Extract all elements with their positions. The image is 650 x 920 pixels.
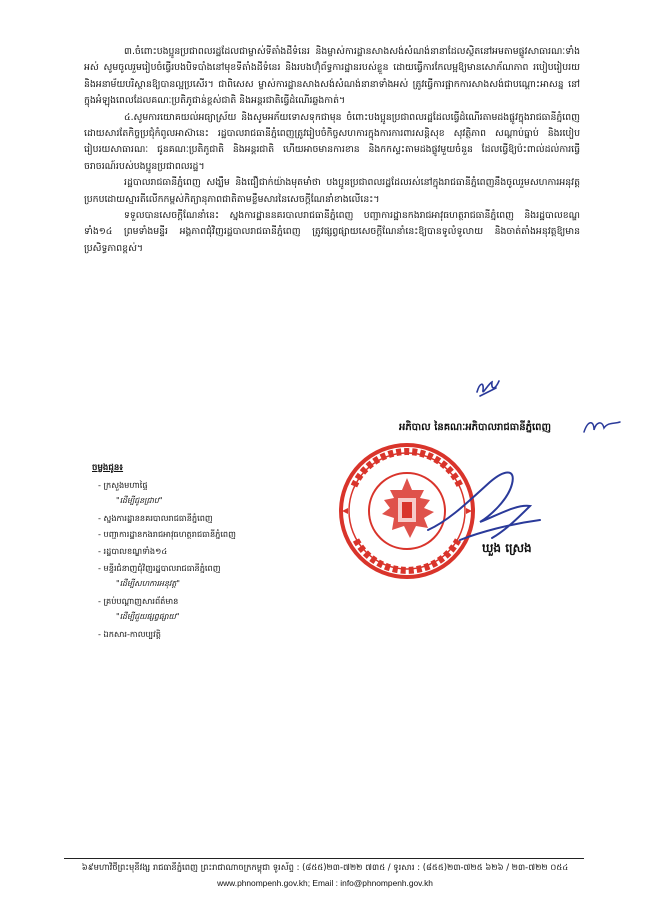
recipient-item: - រដ្ឋបាលខណ្ឌទាំង១៤ — [98, 545, 168, 556]
recipient-note: "ដើម្បីជូនជ្រាប" — [116, 496, 163, 506]
paragraph-dissemination: ទទួលបានសេចក្ដីណែនាំនេះ ស្នងការដ្ឋាននគរបាលរាជធានីភ្នំពេញ បញ្ជាការដ្ឋានកងរាជអាវុធហត្ថរាជធានីភ្នំពេញ និងរដ្ឋបាលខណ្ឌទាំង១៤ ព្រមទាំងមន្ទីរ អង្គភាពជុំវិញរដ្ឋបាលរាជធានីភ្នំពេញ ត្រូវផ្សព្វផ្សាយសេចក្ដីណែនាំនេះឱ្យបានទូលំទូលាយ និងចាត់តាំងអនុវត្តឱ្យមានប្រសិទ្ធភាពខ្ពស់។ — [84, 210, 580, 254]
paragraph-4: ៤.សូមការយោគយល់អធ្យាស្រ័យ និងសូមអភ័យទោសទុកជាមុន ចំពោះបងប្អូនប្រជាពលរដ្ឋដែលធ្វើដំណើរតាមដងផ្លូវក្នុងរាជធានីភ្នំពេញ ដោយសារតែកិច្ចប្រជុំកំពូលអាស៊ានេះ រដ្ឋបាលរាជធានីភ្នំពេញត្រូវរៀបចំកិច្ចសហការក្នុងការការពារសន្តិសុខ សុវត្ថិភាព សណ្ដាប់ធ្នាប់ និងរបៀបរៀបរយសាធារណៈ ជូនគណៈប្រតិភូជាតិ និងអន្តរជាតិ ហើយអាចមានការខាន និងកកស្ទះតាមដងផ្លូវមួយចំនួន ដែលធ្វើឱ្យប៉ះពាល់ដល់ការធ្វើចរាចរណ៍របស់បងប្អូនប្រជាពលរដ្ឋ។ — [84, 111, 580, 172]
recipient-item: - បញ្ជាការដ្ឋានកងរាជអាវុធហត្ថរាជធានីភ្នំពេញ — [98, 529, 236, 540]
handwritten-signature-icon — [420, 460, 550, 550]
initial-mark-icon — [474, 378, 502, 400]
website-link[interactable]: www.phnompenh.gov.kh; — [217, 878, 311, 888]
footer-divider — [64, 858, 584, 859]
signature-block — [330, 420, 630, 570]
signer-name: ឃួង ស្រេង — [482, 541, 532, 555]
paragraph-3: ៣.ចំពោះបងប្អូនប្រជាពលរដ្ឋដែលជាម្ចាស់ទីតាំងដីទំនេរ និងម្ចាស់ការដ្ឋានសាងសង់សំណង់នានាដែលស្ថិតនៅអមតាមផ្លូវសាធារណៈទាំងអស់ សូមចូលរួមរៀបចំធ្វើរបងបិទបាំងនៅមុខទីតាំងដីទំនេរ និងរបងហ៊ុំព័ទ្ធការដ្ឋានរបស់ខ្លួន ដោយធ្វើការកែលម្អឱ្យមានសោភ័ណភាព របៀបរៀបរយ និងអនាម័យបរិស្ថានឱ្យបានល្អប្រសើរ។ ជាពិសេស ម្ចាស់ការដ្ឋានសាងសង់សំណង់នានាទាំងអស់ ត្រូវធ្វើការផ្អាកការសាងសង់ជាបណ្ដោះអាសន្ន នៅក្នុងអំឡុងពេលដែលគណៈប្រតិភូជាន់ខ្ពស់ជាតិ និងអន្តរជាតិធ្វើដំណើរឆ្លងកាត់។ — [84, 46, 580, 107]
signer-title: អភិបាល នៃគណៈអភិបាលរាជធានីភ្នំពេញ — [398, 422, 552, 433]
initial-signature-icon — [582, 414, 622, 440]
recipient-item: - ឯកសារ-កាលប្បវត្តិ — [98, 628, 161, 639]
recipients-heading: ចម្លងជូន៖ — [92, 463, 124, 473]
recipient-item: - គ្រប់បណ្ដាញសារព័ត៌មាន — [98, 595, 179, 606]
recipient-item: - ស្នងការដ្ឋាននគរបាលរាជធានីភ្នំពេញ — [98, 512, 213, 523]
recipient-item: - ក្រសួងមហាផ្ទៃ — [98, 479, 148, 490]
footer-address: ៦៩មហាវិថីព្រះមុនីវង្ស រាជធានីភ្នំពេញ ព្រះរាជាណាចក្រកម្ពុជា ទូរស័ព្ទ : (៨៥៥)២៣-៧២២ ៧៣៥ / ទូរសារ : (៨៥៥)២៣-៧២៥ ៦២៦ / ២៣-៧២២ ០៥៤ — [81, 862, 569, 872]
recipients-list — [92, 460, 332, 643]
recipient-note: "ដើម្បីសហការអនុវត្ត" — [116, 579, 180, 589]
footer-contact — [60, 878, 590, 888]
email-link[interactable]: info@phnompenh.gov.kh — [340, 878, 433, 888]
recipient-note: "ដើម្បីជួយផ្សព្វផ្សាយ" — [116, 612, 180, 622]
paragraph-confidence: រដ្ឋបាលរាជធានីភ្នំពេញ សង្ឃឹម និងជឿជាក់យ៉ាងមុតមាំថា បងប្អូនប្រជាពលរដ្ឋដែលរស់នៅក្នុងរាជធានីភ្នំពេញនឹងចូលរួមសហការអនុវត្តប្រកបដោយស្មារតីលើកកម្ពស់កិត្យានុភាពជាតិតាមខ្លឹមសារនៃសេចក្ដីណែនាំខាងលើនេះ។ — [84, 177, 580, 205]
recipient-item: - មន្ទីរជំនាញជុំវិញរដ្ឋបាលរាជធានីភ្នំពេញ — [98, 562, 221, 573]
email-label: Email : — [312, 878, 338, 888]
letter-body — [84, 44, 580, 257]
